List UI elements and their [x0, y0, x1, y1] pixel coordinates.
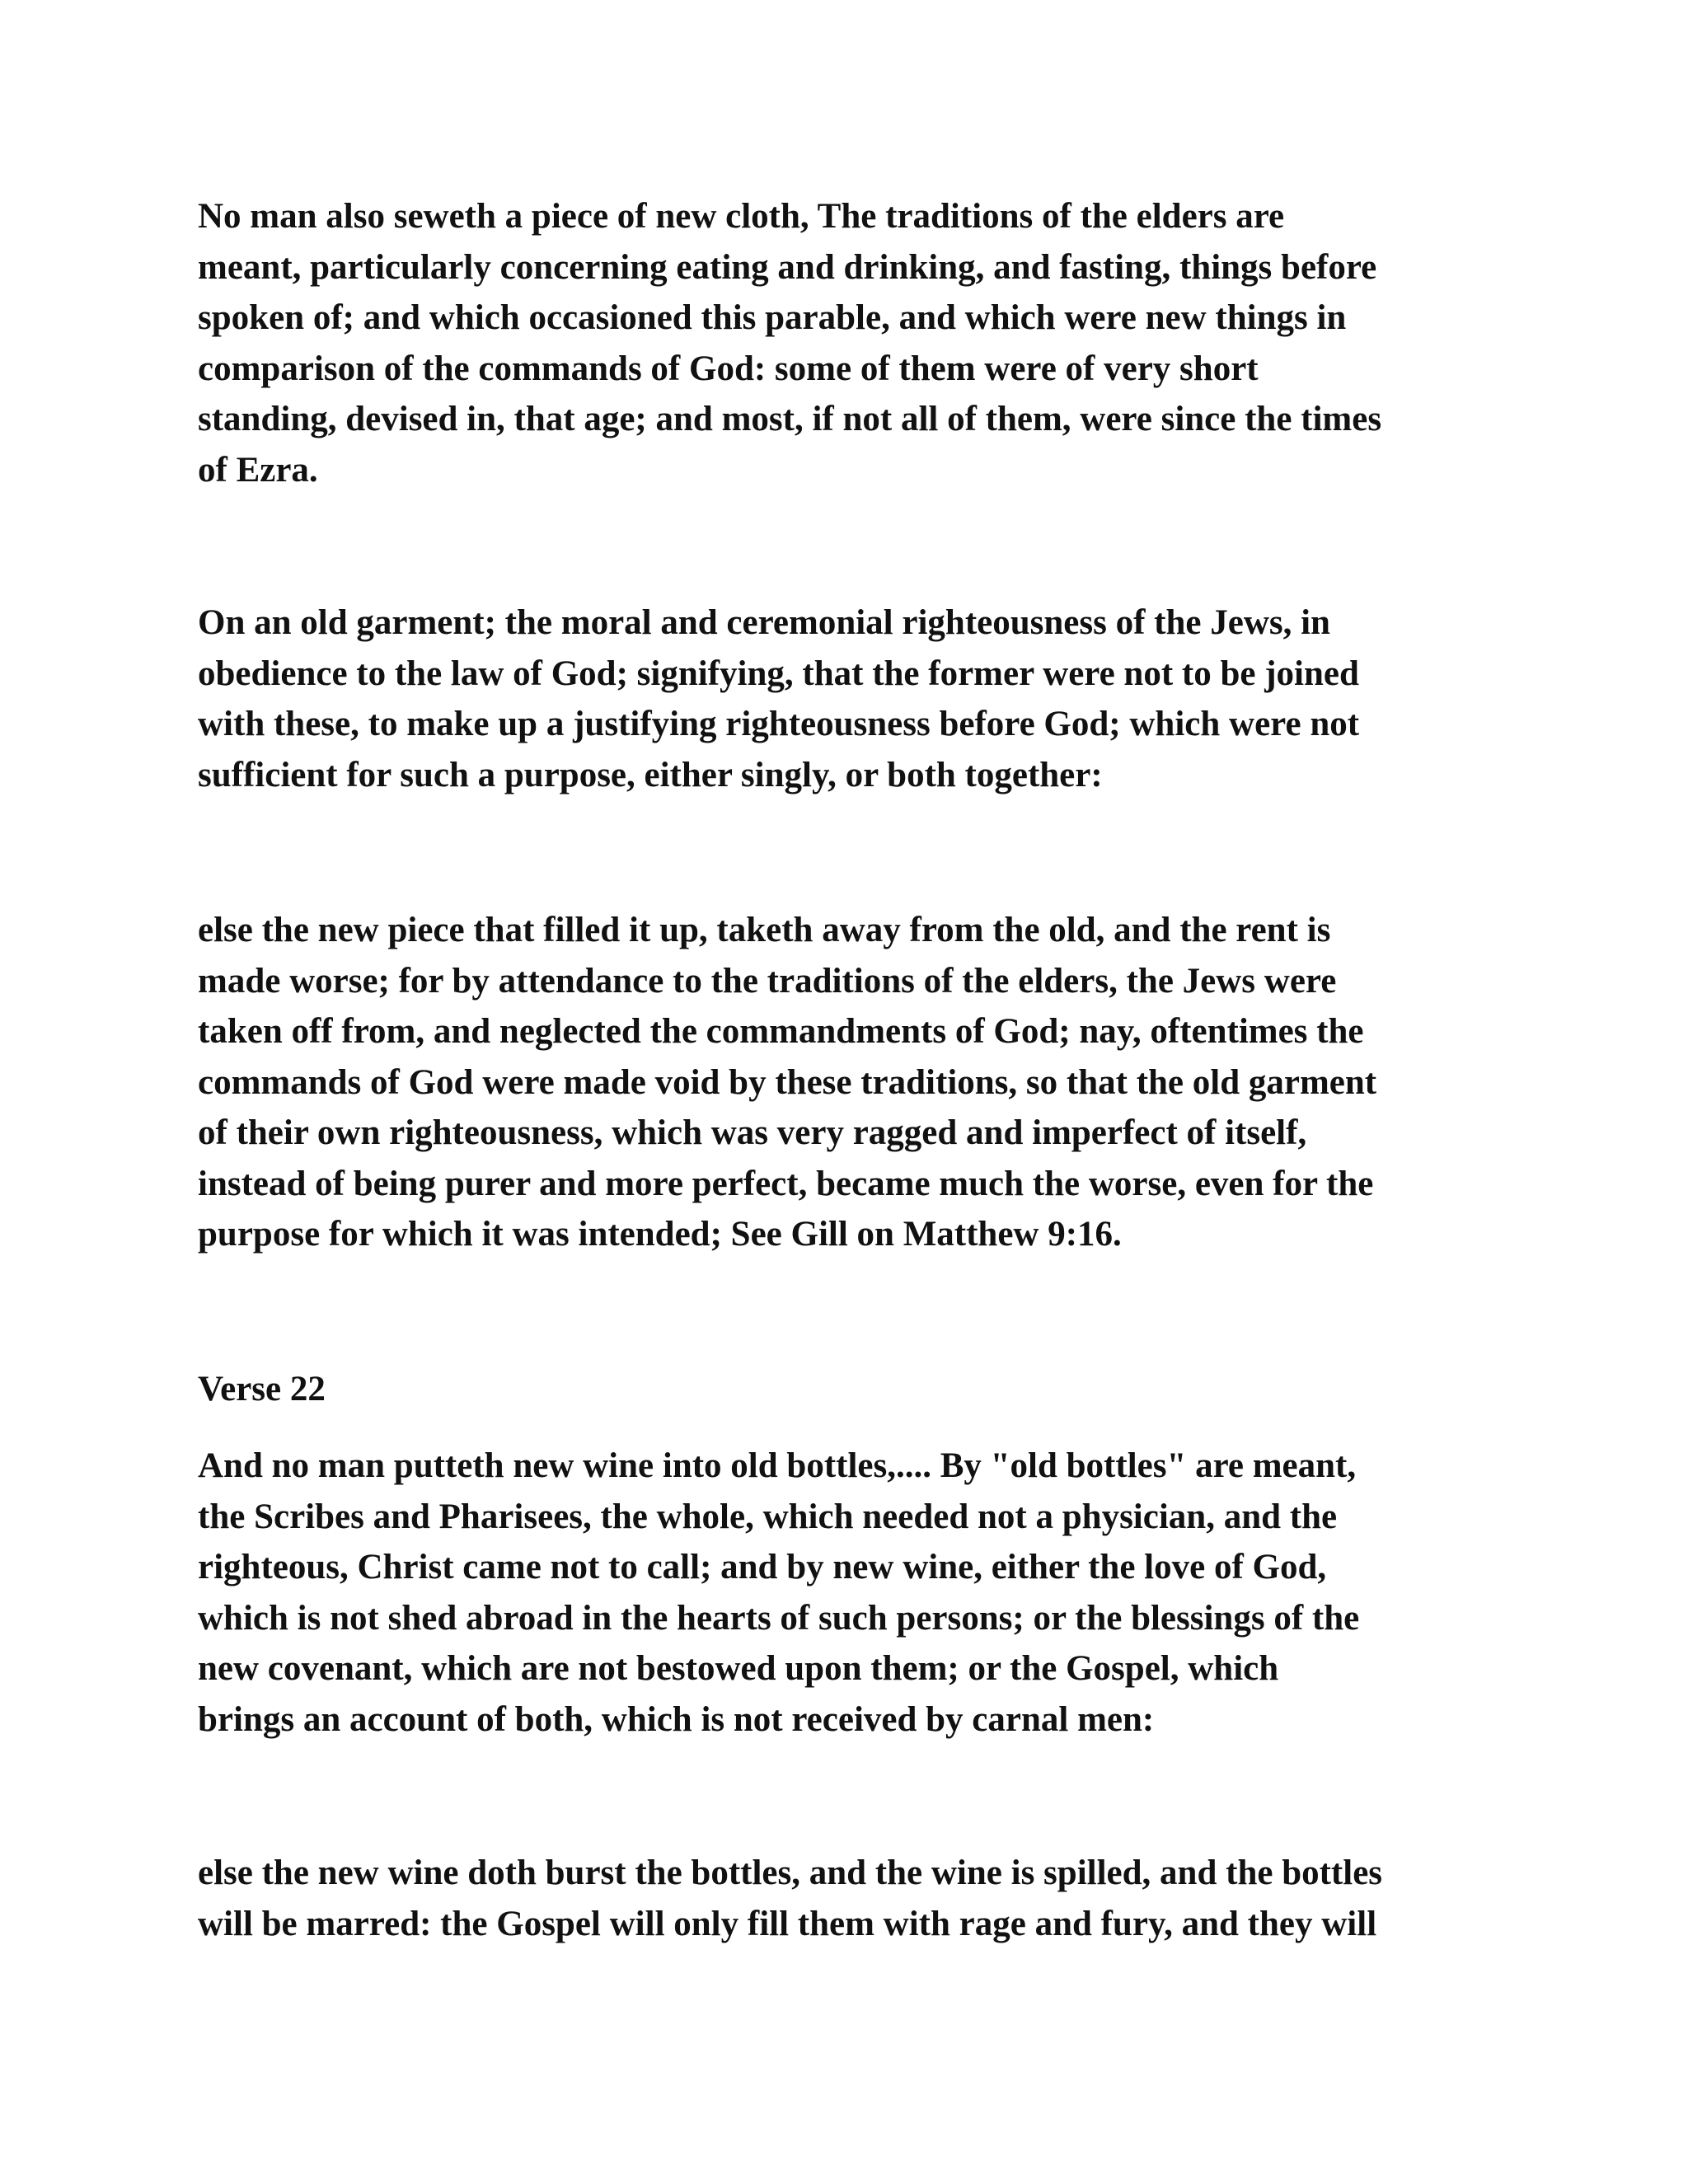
text-line: righteous, Christ came not to call; and by new wine, either the love of God, — [198, 1548, 1327, 1586]
text-line: else the new wine doth burst the bottles, and the wine is spilled, and the bottles — [198, 1854, 1383, 1892]
text-line: No man also seweth a piece of new cloth, The traditions of the elders are — [198, 197, 1285, 236]
text-line: sufficient for such a purpose, either singly, or both together: — [198, 755, 1103, 794]
text-line: purpose for which it was intended; See Gill on Matthew 9:16. — [198, 1215, 1122, 1254]
text-line: brings an account of both, which is not received by carnal men: — [198, 1699, 1155, 1739]
text-line: instead of being purer and more perfect, became much the worse, even for the — [198, 1164, 1374, 1203]
verse-heading — [198, 1364, 1500, 1415]
text-line: meant, particularly concerning eating and drinking, and fasting, things before — [198, 247, 1377, 287]
paragraph-new-piece — [198, 905, 1500, 1260]
text-line: On an old garment; the moral and ceremonial righteousness of the Jews, in — [198, 603, 1330, 642]
paragraph-traditions — [198, 191, 1500, 495]
text-line: taken off from, and neglected the commandments of God; nay, oftentimes the — [198, 1012, 1364, 1051]
text-line: made worse; for by attendance to the traditions of the elders, the Jews were — [198, 961, 1337, 1001]
text-line: new covenant, which are not bestowed upon them; or the Gospel, which — [198, 1649, 1279, 1688]
text-line: of their own righteousness, which was very ragged and imperfect of itself, — [198, 1113, 1307, 1152]
paragraph-old-garment — [198, 598, 1500, 800]
text-line: the Scribes and Pharisees, the whole, which needed not a physician, and the — [198, 1497, 1338, 1536]
text-line: spoken of; and which occasioned this parable, and which were new things in — [198, 298, 1347, 337]
paragraph-burst-bottles — [198, 1848, 1500, 1949]
text-line: And no man putteth new wine into old bottles,.... By "old bottles" are meant, — [198, 1446, 1357, 1485]
text-line: standing, devised in, that age; and most, if not all of them, were since the times — [198, 400, 1382, 438]
text-line: commands of God were made void by these traditions, so that the old garment — [198, 1062, 1377, 1102]
text-line: will be marred: the Gospel will only fill them with rage and fury, and they will — [198, 1904, 1377, 1943]
paragraph-new-wine — [198, 1441, 1500, 1745]
text-line: which is not shed abroad in the hearts of such persons; or the blessings of the — [198, 1598, 1360, 1638]
text-line: with these, to make up a justifying righteousness before God; which were not — [198, 705, 1360, 743]
text-line: obedience to the law of God; signifying, that the former were not to be joined — [198, 654, 1359, 693]
verse-heading-text: Verse 22 — [198, 1370, 326, 1408]
text-line: of Ezra. — [198, 450, 318, 490]
text-line: comparison of the commands of God: some of them were of very short — [198, 349, 1259, 388]
text-line: else the new piece that filled it up, taketh away from the old, and the rent is — [198, 911, 1331, 949]
